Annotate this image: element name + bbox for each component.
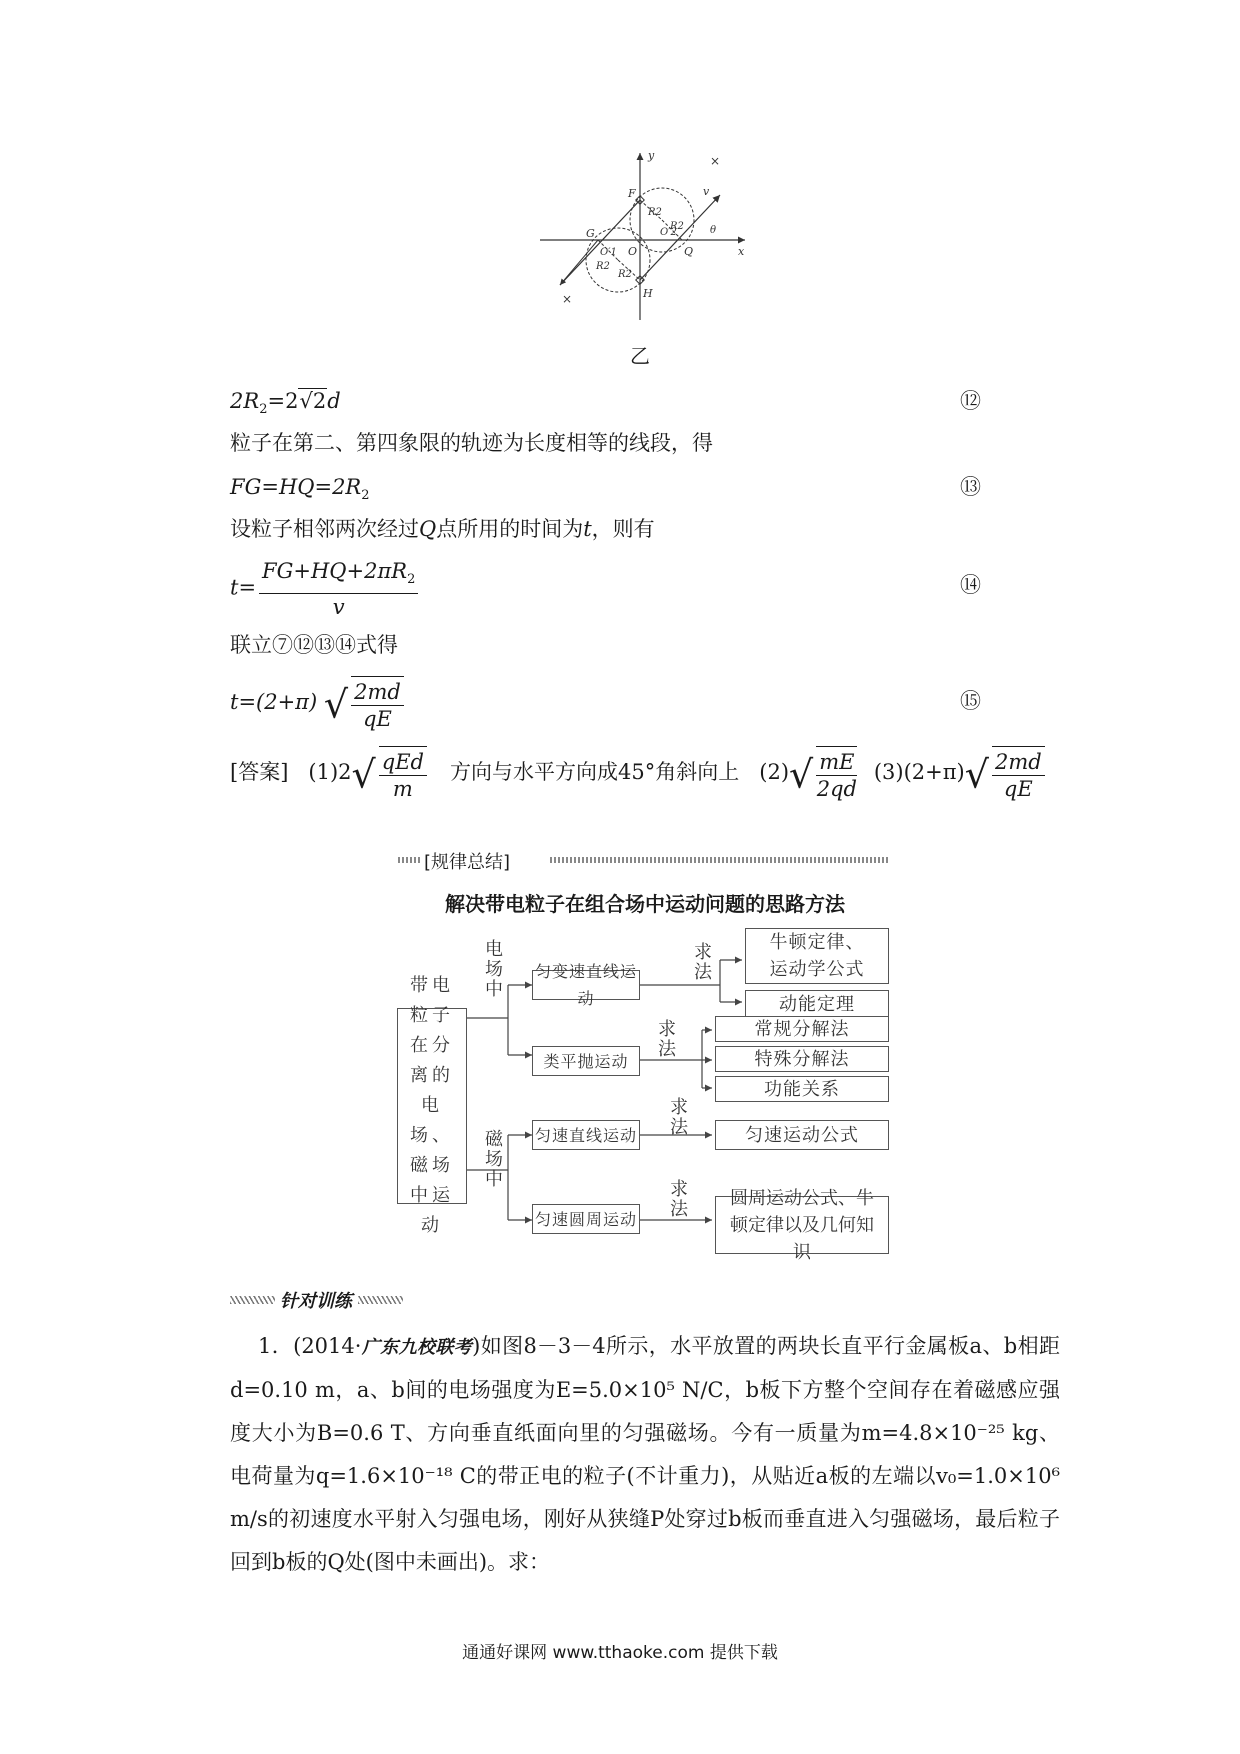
- radius-label-1: R2: [648, 207, 662, 218]
- velocity-label: v: [703, 185, 710, 198]
- electric-field-label: 电场中: [485, 939, 503, 1000]
- segments-text: 粒子在第二、第四象限的轨迹为长度相等的线段，得: [230, 431, 713, 455]
- figure-caption: 乙: [630, 344, 650, 368]
- eq12-radical: √2: [299, 389, 327, 413]
- node-uniform-linear: 匀速直线运动: [532, 1120, 640, 1150]
- eq12-eq: =2: [267, 389, 299, 413]
- center-o1-label: O′1: [600, 247, 617, 258]
- eq12-sub: 2: [259, 402, 268, 418]
- answer-line: [答案] (1)2√ $\frac{\text{qEd}}{m}$ 方向与水平方向成45°角斜向上 (2)√ $\frac{mE}{2qd}$ (3)(2+π)√ $\frac{2md}{qE}$: [230, 740, 1048, 806]
- point-q-label: Q: [684, 245, 694, 258]
- node-uniform-accel: 匀变速直线运动: [532, 970, 640, 1000]
- result-circular-formula: 圆周运动公式、牛顿定律以及几何知识: [715, 1196, 889, 1254]
- point-g-label: G: [586, 227, 595, 240]
- point-h-label: H: [643, 287, 653, 300]
- trajectory-figure: [520, 145, 760, 325]
- problem-1-text: 1．(2014·广东九校联考)如图8－3－4所示，水平放置的两块长直平行金属板a、b相距d=0.10 m，a、b间的电场强度为E=5.0×10⁵ N/C，b板下方整个空间存在着磁感应强度大小为B=0.6 T、方向垂直纸面向里的匀强磁场。今有一质量为m=4.8×10⁻²⁵ kg、电荷量为q=1.6×10⁻¹⁸ C的带正电的粒子(不计重力)，从贴近a板的左端以v₀=1.0×10⁶ m/s的初速度水平射入匀强电场，刚好从狭缝P处穿过b板而垂直进入匀强磁场，最后粒子回到b板的Q处(图中未画出)。求：: [230, 1334, 1060, 1574]
- eq12-lhs: 2R: [230, 389, 260, 413]
- result-energy: 功能关系: [715, 1076, 889, 1102]
- point-f-label: F: [628, 187, 636, 200]
- field-cross-1: ×: [710, 154, 721, 168]
- angle-theta-label: θ: [710, 225, 717, 236]
- equation-14: t= $\frac{FG+HQ+2\pi R_2}{v}$: [230, 558, 421, 620]
- qiufa-label-4: 求法: [670, 1179, 688, 1220]
- combine-text: 联立⑦⑫⑬⑭式得: [230, 633, 398, 657]
- training-title: 针对训练: [280, 1291, 352, 1312]
- equation-15: t=(2+π) √ $\frac{2md}{qE}$: [230, 672, 407, 734]
- equation-12: [230, 386, 341, 425]
- time-text: 设粒子相邻两次经过Q点所用的时间为t，则有: [230, 517, 655, 541]
- page-footer: 通通好课网 www.tthaoke.com 提供下载: [462, 1643, 778, 1663]
- equation-15-number: ⑮: [960, 689, 981, 713]
- equation-13-number: ⑬: [960, 475, 981, 499]
- qiufa-label-2: 求法: [658, 1019, 676, 1060]
- equation-13: $FG=HQ=2R_2$: [230, 475, 370, 504]
- radius-label-3: R2: [596, 261, 610, 272]
- node-uniform-circular: 匀速圆周运动: [532, 1204, 640, 1234]
- qiufa-label-1: 求法: [694, 942, 712, 983]
- result-kinetic: 动能定理: [745, 990, 889, 1018]
- result-newton: 牛顿定律、运动学公式: [745, 928, 889, 984]
- center-o2-label: O′2: [660, 227, 677, 238]
- answer-label: [答案]: [230, 760, 289, 784]
- summary-tag: [规律总结]: [424, 852, 511, 873]
- radius-label-2: R2: [670, 221, 684, 232]
- qiufa-label-3: 求法: [670, 1097, 688, 1138]
- result-uniform-formula: 匀速运动公式: [715, 1120, 889, 1150]
- result-special: 特殊分解法: [715, 1046, 889, 1072]
- radius-label-4: R2: [618, 269, 632, 280]
- figure-svg: [520, 145, 760, 325]
- training-header: [230, 1290, 400, 1310]
- summary-header: [398, 852, 892, 873]
- magnetic-field-label: 磁场中: [485, 1129, 503, 1190]
- x-axis-label: x: [738, 245, 745, 258]
- answer-part1-text: 方向与水平方向成45°角斜向上: [450, 760, 740, 784]
- field-cross-2: ×: [562, 292, 573, 306]
- result-regular: 常规分解法: [715, 1016, 889, 1042]
- eq12-d: d: [327, 389, 341, 413]
- summary-root-box: 带电粒子在分离的电场、磁场中运动: [397, 1008, 467, 1204]
- equation-12-number: ⑫: [960, 389, 981, 413]
- equation-14-number: ⑭: [960, 573, 981, 597]
- origin-label: O: [628, 245, 638, 258]
- y-axis-label: y: [648, 149, 655, 162]
- eq14-fraction: $\frac{FG+HQ+2\pi R_2}{v}$: [259, 558, 418, 620]
- eq15-sqrt: √ $\frac{2md}{qE}$: [324, 673, 407, 735]
- problem-source: 广东九校联考: [361, 1337, 473, 1358]
- node-projectile-like: 类平抛运动: [532, 1046, 640, 1076]
- summary-title: 解决带电粒子在组合场中运动问题的思路方法: [445, 892, 845, 916]
